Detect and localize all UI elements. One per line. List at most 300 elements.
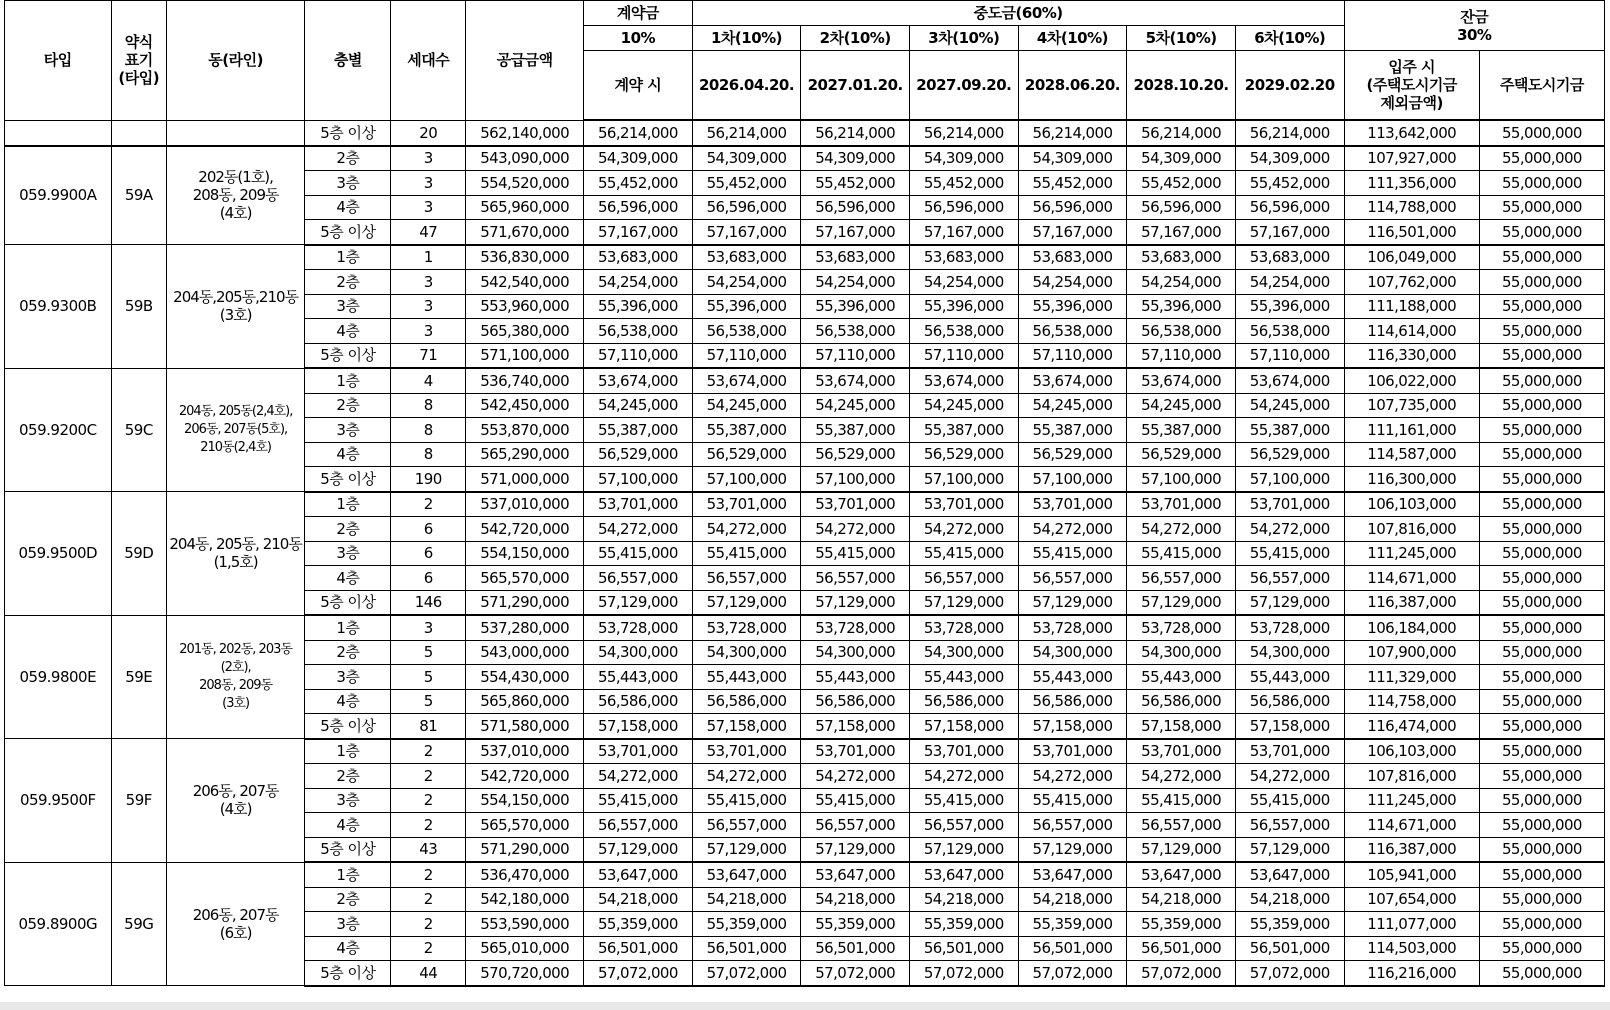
fund-cell: 55,000,000 (1479, 714, 1604, 739)
installment-cell: 55,359,000 (692, 912, 801, 937)
fund-cell: 55,000,000 (1479, 912, 1604, 937)
installment-cell: 55,396,000 (1018, 294, 1127, 319)
header-installment-label: 3차(10%) (909, 26, 1018, 51)
table-body (5, 120, 1605, 986)
installment-cell: 53,683,000 (692, 245, 801, 270)
installment-cell: 56,529,000 (1235, 442, 1344, 467)
installment-cell: 57,072,000 (801, 961, 910, 986)
floor-cell: 1층 (305, 368, 391, 393)
floor-cell: 2층 (305, 393, 391, 418)
units-cell: 3 (391, 171, 466, 196)
installment-cell: 54,309,000 (1127, 146, 1236, 171)
units-cell: 71 (391, 343, 466, 368)
installment-cell: 54,254,000 (909, 270, 1018, 295)
installment-cell: 54,245,000 (1235, 393, 1344, 418)
installment-cell: 55,415,000 (1235, 541, 1344, 566)
floor-cell: 1층 (305, 245, 391, 270)
abbr-cell: 59F (111, 739, 166, 863)
installment-cell: 55,387,000 (1018, 418, 1127, 443)
installment-cell: 53,674,000 (1127, 368, 1236, 393)
fund-cell: 55,000,000 (1479, 368, 1604, 393)
installment-cell: 57,072,000 (1018, 961, 1127, 986)
price-cell: 571,000,000 (466, 467, 584, 492)
installment-cell: 56,501,000 (692, 936, 801, 961)
installment-cell: 57,100,000 (1235, 467, 1344, 492)
installment-cell: 55,396,000 (801, 294, 910, 319)
units-cell: 2 (391, 887, 466, 912)
floor-cell: 5층 이상 (305, 714, 391, 739)
floor-cell: 3층 (305, 418, 391, 443)
units-cell: 3 (391, 319, 466, 344)
installment-cell: 55,443,000 (692, 665, 801, 690)
installment-cell: 55,443,000 (1018, 665, 1127, 690)
type-cell: 059.9500D (5, 492, 112, 616)
installment-cell: 54,300,000 (1018, 640, 1127, 665)
installment-cell: 53,683,000 (1018, 245, 1127, 270)
installment-cell: 56,529,000 (692, 442, 801, 467)
installment-cell: 57,129,000 (909, 590, 1018, 615)
balance-cell: 107,816,000 (1344, 764, 1479, 789)
deposit-cell: 56,586,000 (584, 689, 693, 714)
installment-cell: 55,415,000 (801, 788, 910, 813)
installment-cell: 56,586,000 (1127, 689, 1236, 714)
price-cell: 570,720,000 (466, 961, 584, 986)
deposit-cell: 55,443,000 (584, 665, 693, 690)
price-cell: 554,150,000 (466, 788, 584, 813)
installment-cell: 54,218,000 (1235, 887, 1344, 912)
installment-cell: 55,359,000 (1018, 912, 1127, 937)
dong-text: 206동, 207동 (6호) (192, 905, 279, 942)
floor-cell: 5층 이상 (305, 467, 391, 492)
dong-text: 202동(1호), 208동, 209동 (4호) (192, 168, 279, 223)
balance-cell: 106,103,000 (1344, 492, 1479, 517)
installment-cell: 56,214,000 (692, 120, 801, 146)
installment-cell: 54,272,000 (692, 517, 801, 542)
table-row (5, 245, 1605, 270)
floor-cell: 2층 (305, 764, 391, 789)
floor-cell: 1층 (305, 615, 391, 640)
type-cell: 059.9500F (5, 739, 112, 863)
deposit-cell: 57,072,000 (584, 961, 693, 986)
balance-cell: 113,642,000 (1344, 120, 1479, 146)
installment-cell: 55,387,000 (1127, 418, 1236, 443)
installment-cell: 53,728,000 (1235, 615, 1344, 640)
installment-cell: 56,557,000 (692, 566, 801, 591)
balance-cell: 107,735,000 (1344, 393, 1479, 418)
units-cell: 3 (391, 195, 466, 220)
balance-cell: 107,927,000 (1344, 146, 1479, 171)
units-cell: 43 (391, 837, 466, 862)
fund-cell: 55,000,000 (1479, 689, 1604, 714)
header-installment-label: 2차(10%) (801, 26, 910, 51)
price-cell: 565,570,000 (466, 566, 584, 591)
installment-cell: 57,129,000 (801, 837, 910, 862)
installment-cell: 56,529,000 (909, 442, 1018, 467)
installment-cell: 53,701,000 (909, 739, 1018, 764)
price-cell: 554,150,000 (466, 541, 584, 566)
table-row (5, 492, 1605, 517)
installment-cell: 55,396,000 (692, 294, 801, 319)
installment-cell: 55,396,000 (1127, 294, 1236, 319)
units-cell: 6 (391, 541, 466, 566)
price-cell: 553,960,000 (466, 294, 584, 319)
installment-cell: 57,110,000 (1018, 343, 1127, 368)
balance-cell: 106,022,000 (1344, 368, 1479, 393)
units-cell: 8 (391, 442, 466, 467)
installment-cell: 53,701,000 (1127, 492, 1236, 517)
installment-cell: 56,596,000 (801, 195, 910, 220)
dong-cell (166, 862, 304, 986)
fund-cell: 55,000,000 (1479, 813, 1604, 838)
floor-cell: 4층 (305, 813, 391, 838)
units-cell: 6 (391, 517, 466, 542)
deposit-cell: 53,674,000 (584, 368, 693, 393)
installment-cell: 55,415,000 (1235, 788, 1344, 813)
balance-cell: 111,356,000 (1344, 171, 1479, 196)
installment-cell: 57,129,000 (1235, 590, 1344, 615)
balance-cell: 111,245,000 (1344, 541, 1479, 566)
balance-cell: 107,816,000 (1344, 517, 1479, 542)
dong-text: 204동, 205동(2,4호), 206동, 207동(5호), 210동(2,4호) (178, 403, 293, 455)
price-cell: 565,960,000 (466, 195, 584, 220)
floor-cell: 1층 (305, 739, 391, 764)
installment-cell: 55,452,000 (1018, 171, 1127, 196)
units-cell: 2 (391, 813, 466, 838)
header-installment-date: 2027.01.20. (801, 51, 910, 121)
fund-cell: 55,000,000 (1479, 517, 1604, 542)
installment-cell: 56,586,000 (692, 689, 801, 714)
installment-cell: 57,167,000 (1235, 220, 1344, 245)
installment-cell: 54,254,000 (1018, 270, 1127, 295)
deposit-cell: 57,100,000 (584, 467, 693, 492)
installment-cell: 55,396,000 (1235, 294, 1344, 319)
units-cell: 8 (391, 418, 466, 443)
dong-cell (166, 615, 304, 739)
installment-cell: 53,647,000 (692, 862, 801, 887)
installment-cell: 54,218,000 (909, 887, 1018, 912)
header-deposit: 계약금 (584, 1, 693, 26)
balance-cell: 107,654,000 (1344, 887, 1479, 912)
installment-cell: 57,129,000 (692, 837, 801, 862)
installment-cell: 54,254,000 (801, 270, 910, 295)
installment-cell: 53,701,000 (1127, 739, 1236, 764)
installment-cell: 54,272,000 (1127, 517, 1236, 542)
units-cell: 5 (391, 689, 466, 714)
installment-cell: 57,072,000 (909, 961, 1018, 986)
installment-cell: 55,443,000 (1127, 665, 1236, 690)
installment-cell: 54,272,000 (1018, 517, 1127, 542)
header-abbr (111, 1, 166, 121)
installment-cell: 54,245,000 (909, 393, 1018, 418)
deposit-cell: 56,538,000 (584, 319, 693, 344)
floor-cell: 4층 (305, 689, 391, 714)
header-installment-date: 2029.02.20 (1235, 51, 1344, 121)
floor-cell: 3층 (305, 541, 391, 566)
floor-cell: 4층 (305, 566, 391, 591)
installment-cell: 53,683,000 (801, 245, 910, 270)
installment-cell: 53,647,000 (1235, 862, 1344, 887)
installment-cell: 56,538,000 (692, 319, 801, 344)
header-installment-date: 2028.10.20. (1127, 51, 1236, 121)
type-cell: 059.8900G (5, 862, 112, 986)
floor-cell: 3층 (305, 912, 391, 937)
installment-cell: 57,158,000 (1235, 714, 1344, 739)
abbr-cell: 59A (111, 146, 166, 245)
units-cell: 2 (391, 492, 466, 517)
balance-cell: 116,216,000 (1344, 961, 1479, 986)
fund-cell: 55,000,000 (1479, 640, 1604, 665)
fund-cell: 55,000,000 (1479, 343, 1604, 368)
installment-cell: 55,396,000 (909, 294, 1018, 319)
installment-cell: 56,529,000 (1127, 442, 1236, 467)
installment-cell: 57,129,000 (1127, 590, 1236, 615)
price-cell: 571,100,000 (466, 343, 584, 368)
installment-cell: 53,647,000 (801, 862, 910, 887)
balance-cell: 107,762,000 (1344, 270, 1479, 295)
installment-cell: 54,300,000 (801, 640, 910, 665)
installment-cell: 57,072,000 (1127, 961, 1236, 986)
dong-cell (166, 492, 304, 616)
fund-cell: 55,000,000 (1479, 195, 1604, 220)
units-cell: 6 (391, 566, 466, 591)
installment-cell: 56,596,000 (1235, 195, 1344, 220)
installment-cell: 57,167,000 (1018, 220, 1127, 245)
abbr-cell: 59B (111, 245, 166, 369)
table-row (5, 368, 1605, 393)
floor-cell: 2층 (305, 517, 391, 542)
deposit-cell: 57,158,000 (584, 714, 693, 739)
floor-cell: 4층 (305, 936, 391, 961)
installment-cell: 55,452,000 (1235, 171, 1344, 196)
installment-cell: 55,443,000 (909, 665, 1018, 690)
fund-cell: 55,000,000 (1479, 590, 1604, 615)
abbr-cell: 59D (111, 492, 166, 616)
fund-cell: 55,000,000 (1479, 270, 1604, 295)
table-row (5, 615, 1605, 640)
balance-cell: 116,387,000 (1344, 590, 1479, 615)
type-cell: 059.9900A (5, 146, 112, 245)
units-cell: 3 (391, 270, 466, 295)
installment-cell: 53,701,000 (1018, 492, 1127, 517)
deposit-cell: 56,501,000 (584, 936, 693, 961)
installment-cell: 53,728,000 (692, 615, 801, 640)
fund-cell: 55,000,000 (1479, 492, 1604, 517)
installment-cell: 56,557,000 (1018, 566, 1127, 591)
fund-cell: 55,000,000 (1479, 245, 1604, 270)
installment-cell: 56,557,000 (1127, 813, 1236, 838)
installment-cell: 54,272,000 (1235, 517, 1344, 542)
installment-cell: 56,529,000 (1018, 442, 1127, 467)
installment-cell: 55,359,000 (801, 912, 910, 937)
units-cell: 190 (391, 467, 466, 492)
header-installment-label: 6차(10%) (1235, 26, 1344, 51)
installment-cell: 54,309,000 (692, 146, 801, 171)
price-cell: 543,090,000 (466, 146, 584, 171)
installment-cell: 56,214,000 (1127, 120, 1236, 146)
installment-cell: 55,415,000 (909, 788, 1018, 813)
deposit-cell: 54,218,000 (584, 887, 693, 912)
deposit-cell: 57,129,000 (584, 837, 693, 862)
units-cell: 4 (391, 368, 466, 393)
deposit-cell: 55,396,000 (584, 294, 693, 319)
installment-cell: 56,557,000 (1018, 813, 1127, 838)
fund-cell: 55,000,000 (1479, 739, 1604, 764)
installment-cell: 56,586,000 (1235, 689, 1344, 714)
fund-cell: 55,000,000 (1479, 467, 1604, 492)
deposit-cell: 53,701,000 (584, 739, 693, 764)
fund-cell: 55,000,000 (1479, 220, 1604, 245)
installment-cell: 53,647,000 (1018, 862, 1127, 887)
balance-cell: 106,103,000 (1344, 739, 1479, 764)
dong-text: 204동, 205동, 210동 (1,5호) (169, 535, 302, 572)
installment-cell: 55,415,000 (1127, 788, 1236, 813)
units-cell: 20 (391, 120, 466, 146)
floor-cell: 5층 이상 (305, 961, 391, 986)
deposit-cell: 54,309,000 (584, 146, 693, 171)
installment-cell: 54,245,000 (1018, 393, 1127, 418)
units-cell: 5 (391, 665, 466, 690)
installment-cell: 54,254,000 (1235, 270, 1344, 295)
installment-cell: 56,586,000 (909, 689, 1018, 714)
installment-cell: 53,674,000 (1018, 368, 1127, 393)
installment-cell: 54,309,000 (801, 146, 910, 171)
deposit-cell: 54,254,000 (584, 270, 693, 295)
installment-cell: 54,309,000 (909, 146, 1018, 171)
installment-cell: 53,701,000 (801, 492, 910, 517)
floor-cell: 5층 이상 (305, 837, 391, 862)
header-installment-label: 1차(10%) (692, 26, 801, 51)
installment-cell: 54,300,000 (1127, 640, 1236, 665)
installment-cell: 57,129,000 (1235, 837, 1344, 862)
header-installment-date: 2028.06.20. (1018, 51, 1127, 121)
installment-cell: 57,129,000 (1018, 590, 1127, 615)
balance-cell: 105,941,000 (1344, 862, 1479, 887)
installment-cell: 57,100,000 (1127, 467, 1236, 492)
price-cell: 542,450,000 (466, 393, 584, 418)
installment-cell: 56,538,000 (909, 319, 1018, 344)
installment-cell: 56,529,000 (801, 442, 910, 467)
installment-cell: 54,272,000 (909, 764, 1018, 789)
installment-cell: 54,300,000 (692, 640, 801, 665)
bottom-strip (0, 1002, 1610, 1010)
installment-cell: 55,452,000 (801, 171, 910, 196)
installment-cell: 56,586,000 (801, 689, 910, 714)
installment-cell: 57,110,000 (1127, 343, 1236, 368)
type-cell: 059.9200C (5, 368, 112, 492)
balance-cell: 111,161,000 (1344, 418, 1479, 443)
installment-cell: 53,728,000 (1018, 615, 1127, 640)
installment-cell: 53,647,000 (909, 862, 1018, 887)
balance-cell: 107,900,000 (1344, 640, 1479, 665)
price-cell: 571,290,000 (466, 837, 584, 862)
installment-cell: 56,501,000 (1018, 936, 1127, 961)
table-row (5, 739, 1605, 764)
floor-cell: 3층 (305, 171, 391, 196)
installment-cell: 57,100,000 (1018, 467, 1127, 492)
installment-cell: 55,415,000 (1127, 541, 1236, 566)
dong-cell (166, 368, 304, 492)
units-cell: 47 (391, 220, 466, 245)
installment-cell: 55,415,000 (692, 788, 801, 813)
installment-cell: 54,218,000 (1018, 887, 1127, 912)
fund-cell: 55,000,000 (1479, 294, 1604, 319)
deposit-cell: 53,728,000 (584, 615, 693, 640)
deposit-cell: 53,647,000 (584, 862, 693, 887)
installment-cell: 53,701,000 (1235, 492, 1344, 517)
price-cell: 536,830,000 (466, 245, 584, 270)
installment-cell: 56,557,000 (801, 566, 910, 591)
dong-cell (166, 245, 304, 369)
installment-cell: 56,214,000 (1235, 120, 1344, 146)
installment-cell: 57,158,000 (692, 714, 801, 739)
installment-cell: 57,158,000 (909, 714, 1018, 739)
fund-cell: 55,000,000 (1479, 837, 1604, 862)
deposit-cell: 55,387,000 (584, 418, 693, 443)
price-cell: 536,740,000 (466, 368, 584, 393)
deposit-cell: 57,110,000 (584, 343, 693, 368)
installment-cell: 53,728,000 (801, 615, 910, 640)
price-cell: 542,540,000 (466, 270, 584, 295)
dong-cell (166, 120, 304, 146)
installment-cell: 53,683,000 (909, 245, 1018, 270)
installment-cell: 55,387,000 (801, 418, 910, 443)
deposit-cell: 55,415,000 (584, 788, 693, 813)
header-installment-label: 5차(10%) (1127, 26, 1236, 51)
fund-cell: 55,000,000 (1479, 442, 1604, 467)
floor-cell: 2층 (305, 146, 391, 171)
installment-cell: 54,300,000 (909, 640, 1018, 665)
fund-cell: 55,000,000 (1479, 146, 1604, 171)
installment-cell: 55,415,000 (1018, 541, 1127, 566)
installment-cell: 55,415,000 (909, 541, 1018, 566)
price-cell: 542,720,000 (466, 764, 584, 789)
installment-cell: 54,245,000 (1127, 393, 1236, 418)
installment-cell: 53,728,000 (909, 615, 1018, 640)
fund-cell: 55,000,000 (1479, 418, 1604, 443)
units-cell: 8 (391, 393, 466, 418)
price-cell: 537,280,000 (466, 615, 584, 640)
balance-cell: 114,788,000 (1344, 195, 1479, 220)
fund-cell: 55,000,000 (1479, 665, 1604, 690)
floor-cell: 3층 (305, 294, 391, 319)
installment-cell: 53,674,000 (801, 368, 910, 393)
fund-cell: 55,000,000 (1479, 961, 1604, 986)
installment-cell: 54,218,000 (692, 887, 801, 912)
abbr-cell: 59G (111, 862, 166, 986)
abbr-cell (111, 120, 166, 146)
table-row (5, 120, 1605, 146)
floor-cell: 2층 (305, 270, 391, 295)
balance-cell: 114,614,000 (1344, 319, 1479, 344)
deposit-cell: 54,245,000 (584, 393, 693, 418)
installment-cell: 54,218,000 (1127, 887, 1236, 912)
installment-cell: 56,501,000 (1235, 936, 1344, 961)
installment-cell: 55,415,000 (801, 541, 910, 566)
installment-cell: 54,272,000 (801, 517, 910, 542)
installment-cell: 57,100,000 (909, 467, 1018, 492)
installment-cell: 57,110,000 (801, 343, 910, 368)
installment-cell: 55,443,000 (1235, 665, 1344, 690)
header-deposit-pct: 10% (584, 26, 693, 51)
units-cell: 2 (391, 788, 466, 813)
dong-cell (166, 146, 304, 245)
abbr-cell: 59C (111, 368, 166, 492)
deposit-cell: 53,701,000 (584, 492, 693, 517)
floor-cell: 1층 (305, 862, 391, 887)
installment-cell: 56,501,000 (909, 936, 1018, 961)
installment-cell: 54,272,000 (1018, 764, 1127, 789)
installment-cell: 56,557,000 (909, 566, 1018, 591)
